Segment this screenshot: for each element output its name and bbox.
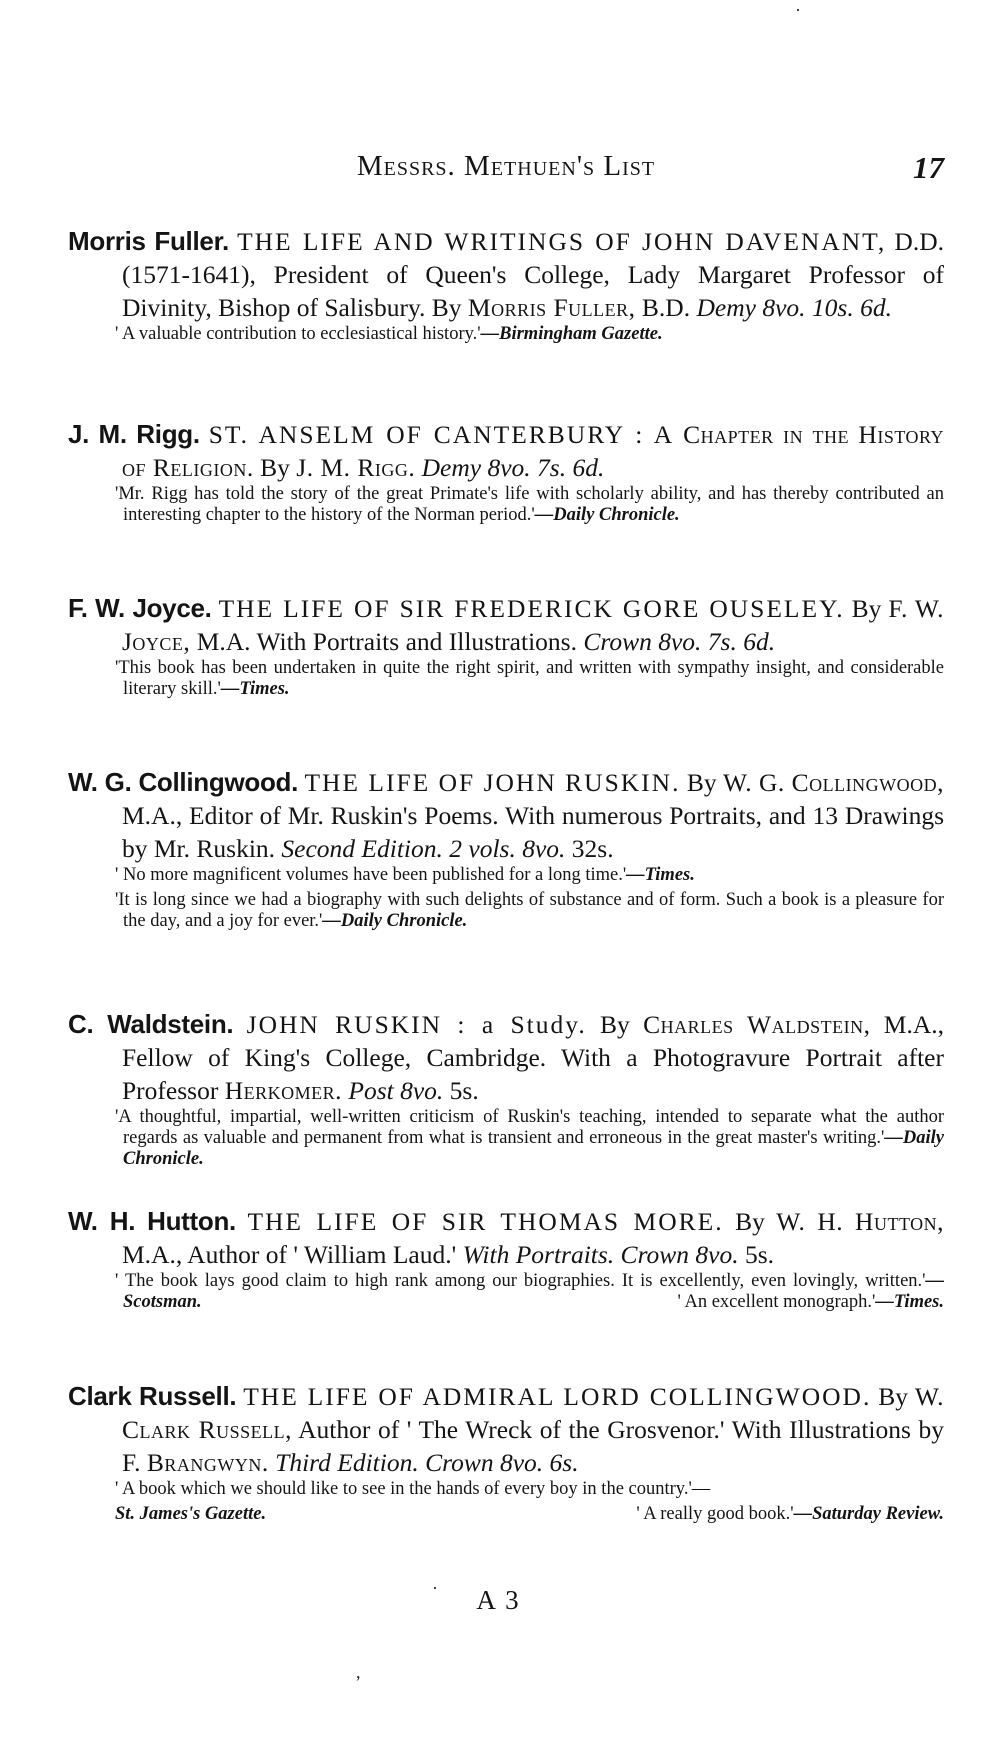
entry-author: Morris Fuller. xyxy=(68,226,229,256)
page-number: 17 xyxy=(913,150,944,185)
entry-format: Crown 8vo. xyxy=(583,627,702,656)
print-speck: · xyxy=(795,0,801,20)
entry-author: Clark Russell. xyxy=(68,1381,237,1411)
entry-price: 10s. 6d. xyxy=(811,293,892,322)
entry-byline: W. G. Collingwood, xyxy=(723,768,945,797)
book-entry-anselm xyxy=(68,418,944,526)
review-quote: ' No more magnificent volumes have been published for a long time.'—Times. xyxy=(115,865,695,885)
entry-title: ST. ANSELM OF CANTERBURY : A xyxy=(208,420,675,449)
review-quote: ' The book lays good claim to high rank among our biographies. It is excellently, even lovingly, written.'—Scotsman. xyxy=(115,1271,944,1312)
review-quote: 'It is long since we had a biography with such delights of substance and of form. Such a book is a pleasure for the day, and a joy for ever.'—Daily Chronicle. xyxy=(115,890,944,931)
entry-author: J. M. Rigg. xyxy=(68,419,200,449)
entry-price: 32s. xyxy=(571,834,614,863)
entry-main: W. G. Collingwood. THE LIFE OF JOHN RUSKIN. By W. G. Collingwood, M.A., Editor of Mr. Ruskin's Poems. With numerous Portraits, and 13 Drawings by Mr. Ruskin. Second Edition. 2 vols. 8vo. 32s. xyxy=(68,767,945,863)
entry-title: THE LIFE OF SIR THOMAS MORE. xyxy=(247,1207,724,1236)
entry-byline: Morris Fuller, xyxy=(467,293,636,322)
entry-price: 6s. xyxy=(549,1448,579,1477)
entry-format: Second Edition. 2 vols. 8vo. xyxy=(281,834,566,863)
entry-title: THE LIFE OF JOHN RUSKIN. xyxy=(304,768,681,797)
review-quote: ' An excellent monograph.'—Times. xyxy=(677,1292,944,1312)
review-quote: 'A thoughtful, impartial, well-written criticism of Ruskin's teaching, intended to separate what the author regards as valuable and permanent from what is transient and erroneous in the great master's writing.'—Daily Chronicle. xyxy=(115,1107,944,1169)
print-speck: , xyxy=(356,1662,361,1682)
entry-byline: F. W. Joyce, xyxy=(122,594,944,656)
review-quote: 'Mr. Rigg has told the story of the great Primate's life with scholarly ability, and has thereby contributed an interesting chapter to the history of the Norman period.'—Daily Chronicle. xyxy=(115,484,944,525)
entry-main: F. W. Joyce. THE LIFE OF SIR FREDERICK GORE OUSELEY. By F. W. Joyce, M.A. With Portraits and Illustrations. Crown 8vo. 7s. 6d. xyxy=(68,593,944,656)
entry-format: Post 8vo. xyxy=(348,1076,444,1105)
entry-price: 5s. xyxy=(449,1076,479,1105)
book-entry-davenant xyxy=(68,225,944,345)
entry-format: With Portraits. Crown 8vo. xyxy=(462,1240,739,1269)
entry-format: Demy 8vo. xyxy=(696,293,806,322)
book-entry-ruskin-life xyxy=(68,766,944,932)
entry-main: J. M. Rigg. ST. ANSELM OF CANTERBURY : A Chapter in the History of Religion. By J. M. Rigg. Demy 8vo. 7s. 6d. xyxy=(68,419,945,482)
entry-title: JOHN RUSKIN : a Study. xyxy=(246,1010,587,1039)
review-quote: ' A book which we should like to see in the hands of every boy in the country.'— xyxy=(115,1479,711,1499)
entry-main: C. Waldstein. JOHN RUSKIN : a Study. By Charles Waldstein, M.A., Fellow of King's College, Cambridge. With a Photogravure Portrait after Professor Herkomer. Post 8vo. 5s. xyxy=(68,1009,944,1105)
book-entry-ouseley xyxy=(68,592,944,700)
entry-main: Morris Fuller. THE LIFE AND WRITINGS OF JOHN DAVENANT, D.D. (1571-1641), President of Queen's College, Lady Margaret Professor of Divinity, Bishop of Salisbury. By Morris Fuller, B.D. Demy 8vo. 10s. 6d. xyxy=(68,226,944,322)
entry-byline: W. H. Hutton, xyxy=(776,1207,945,1236)
entry-format: Third Edition. Crown 8vo. xyxy=(275,1448,544,1477)
page-header xyxy=(68,150,944,190)
entry-byline: W. Clark Russell, xyxy=(122,1382,945,1444)
entry-title: THE LIFE AND WRITINGS OF JOHN DAVENANT, xyxy=(237,227,887,256)
entry-main: Clark Russell. THE LIFE OF ADMIRAL LORD COLLINGWOOD. By W. Clark Russell, Author of ' The Wreck of the Grosvenor.' With Illustrations by F. Brangwyn. Third Edition. Crown 8vo. 6s. xyxy=(68,1381,945,1477)
signature-mark: A 3 xyxy=(476,1585,521,1615)
book-entry-collingwood-admiral xyxy=(68,1380,944,1525)
entry-author: W. G. Collingwood. xyxy=(68,767,299,797)
entry-title: THE LIFE OF SIR FREDERICK GORE OUSELEY. xyxy=(218,594,845,623)
review-quote: 'This book has been undertaken in quite the right spirit, and written with sympathy insight, and considerable literary skill.'—Times. xyxy=(115,658,944,699)
review-attribution-row: St. James's Gazette. ' A really good book.'—Saturday Review. xyxy=(115,1504,944,1524)
running-title: Messrs. Methuen's List xyxy=(356,150,656,182)
entry-price: 5s. xyxy=(745,1240,775,1269)
entry-format: Demy 8vo. xyxy=(421,453,531,482)
entry-author: W. H. Hutton. xyxy=(68,1206,236,1236)
entry-author: C. Waldstein. xyxy=(68,1009,234,1039)
entry-title: THE LIFE OF ADMIRAL LORD COLLINGWOOD. xyxy=(243,1382,872,1411)
book-entry-thomas-more xyxy=(68,1205,944,1313)
entry-price: 7s. 6d. xyxy=(707,627,776,656)
entry-price: 7s. 6d. xyxy=(537,453,605,482)
entry-byline: Charles Waldstein, xyxy=(643,1010,871,1039)
entry-main: W. H. Hutton. THE LIFE OF SIR THOMAS MORE. By W. H. Hutton, M.A., Author of ' William Laud.' With Portraits. Crown 8vo. 5s. xyxy=(68,1206,945,1269)
review-quote: ' A valuable contribution to ecclesiastical history.'—Birmingham Gazette. xyxy=(115,324,663,344)
entry-byline: J. M. Rigg. xyxy=(296,453,416,482)
print-speck: · xyxy=(432,1578,438,1598)
entry-author: F. W. Joyce. xyxy=(68,593,212,623)
book-entry-ruskin-study xyxy=(68,1008,944,1170)
